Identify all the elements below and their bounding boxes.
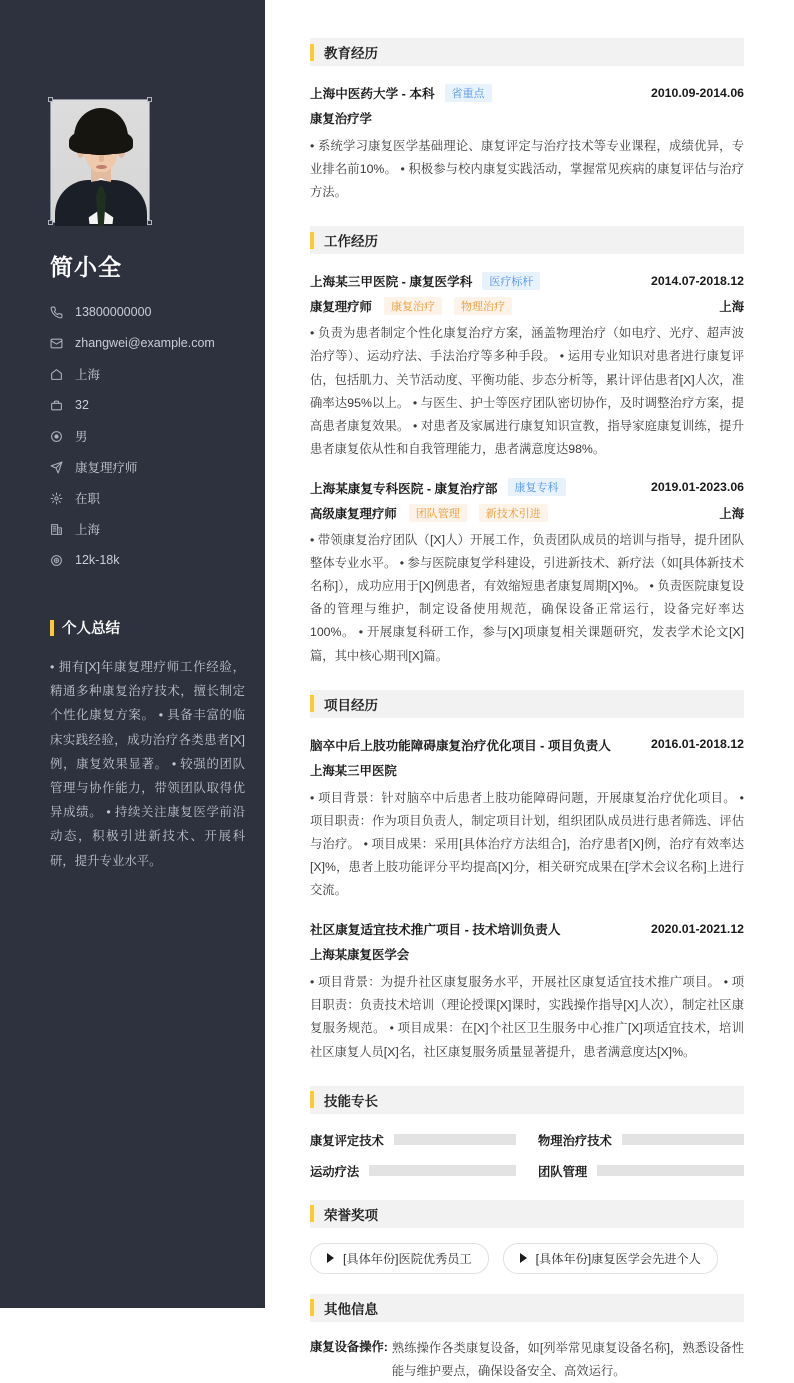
contact-item-age: [50, 392, 237, 418]
photo-handle-bottom-right: [147, 220, 152, 225]
skill-label: 康复评定技术: [310, 1133, 384, 1148]
honor-item[interactable]: [503, 1243, 718, 1274]
education-description: • 系统学习康复医学基础理论、康复评定与治疗技术等专业课程，成绩优异，专业排名前10%。 • 积极参与校内康复实践活动，掌握常见疾病的康复评估与治疗方法。: [310, 139, 744, 200]
photo-handle-top-right: [147, 97, 152, 102]
target-icon: [50, 554, 68, 567]
other-info-row: [310, 1337, 744, 1383]
avatar: [50, 99, 150, 223]
section-header-other: [310, 1294, 744, 1322]
project-name: 社区康复适宜技术推广项目 - 技术培训负责人: [310, 923, 561, 938]
skills-grid: [310, 1131, 744, 1180]
project-name: 脑卒中后上肢功能障碍康复治疗优化项目 - 项目负责人: [310, 738, 611, 753]
resume-content: [265, 0, 794, 1378]
honor-label: [具体年份]康复医学会先进个人: [535, 1251, 701, 1266]
envelope-icon: [50, 337, 68, 350]
section-header-honors: [310, 1200, 744, 1228]
skill-item: [310, 1131, 516, 1149]
work-skill-tag: 康复治疗: [384, 297, 442, 315]
accent-bar: [310, 1091, 314, 1108]
other-info-label: 康复设备操作:: [310, 1339, 388, 1354]
gear-icon: [50, 492, 68, 505]
contact-value-gender: 男: [75, 430, 88, 444]
work-tag: 医疗标杆: [482, 272, 540, 290]
contact-item-city: [50, 361, 237, 387]
phone-icon: [50, 306, 68, 319]
honors-list: [310, 1243, 744, 1274]
section-header-work: [310, 226, 744, 254]
project-org: 上海某康复医学会: [310, 948, 410, 963]
skill-label: 运动疗法: [310, 1164, 360, 1179]
section-header-projects: [310, 690, 744, 718]
section-title-honors: 荣誉奖项: [324, 1207, 378, 1223]
contact-item-position: [50, 454, 237, 480]
contact-item-gender: [50, 423, 237, 449]
project-entry: [310, 919, 744, 1063]
work-entry: [310, 478, 744, 668]
home-icon: [50, 368, 68, 381]
project-description: • 项目背景：为提升社区康复服务水平，开展社区康复适宜技术推广项目。 • 项目职责：负责技术培训（理论授课[X]课时，实践操作指导[X]人次），制定社区康复服务规范。 • 项目成果：在[X]个社区卫生服务中心推广[X]项适宜技术，培训社区康复人员[X]名，社区康复服务质量显著提升，患者满意度达[X]%。: [310, 975, 744, 1059]
education-date: 2010.09-2014.06: [651, 85, 744, 100]
building-icon: [50, 523, 68, 536]
skill-progress-track: [622, 1134, 744, 1145]
contact-item-salary: [50, 547, 237, 573]
contact-value-phone: 13800000000: [75, 305, 152, 319]
project-org: 上海某三甲医院: [310, 763, 397, 778]
contact-value-status: 在职: [75, 492, 101, 506]
profile-name: 简小全: [50, 254, 122, 280]
contact-item-email: [50, 330, 237, 356]
skill-label: 团队管理: [538, 1164, 588, 1179]
work-description: • 带领康复治疗团队（[X]人）开展工作，负责团队成员的培训与指导，提升团队整体专业水平。 • 参与医院康复学科建设，引进新技术、新疗法（如[具体新技术名称]），成功应用于[X]例患者，有效缩短患者康复周期[X]%。 • 负责医院康复设备的管理与维护，制定设备使用规范，确保设备正常运行，设备完好率达100%。 • 开展康复科研工作，参与[X]项康复相关课题研究，发表学术论文[X]篇，其中核心期刊[X]篇。: [310, 532, 744, 663]
sidebar: [0, 0, 265, 1308]
work-description: • 负责为患者制定个性化康复治疗方案，涵盖物理治疗（如电疗、光疗、超声波治疗等）、运动疗法、手法治疗等多种手段。 • 运用专业知识对患者进行康复评估，包括肌力、关节活动度、平衡功能、步态分析等，累计评估患者[X]人次，准确率达95%以上。 • 与医生、护士等医疗团队密切协作，及时调整治疗方案，提高患者康复效果。 • 对患者及家属进行康复知识宣教，指导家庭康复训练，提升患者康复依从性和自我管理能力，患者满意度达98%。: [310, 326, 744, 456]
contact-value-city: 上海: [75, 368, 101, 382]
work-skill-tag: 物理治疗: [454, 297, 512, 315]
contact-value-work-city: 上海: [75, 523, 101, 537]
summary-text: • 拥有[X]年康复理疗师工作经验，精通多种康复治疗技术，擅长制定个性化康复方案。 • 具备丰富的临床实践经验，成功治疗各类患者[X]例，康复效果显著。 • 较强的团队管理与协作能力，带领团队取得优异成绩。 • 持续关注康复医学前沿动态，积极引进新技术、开展科研，提升专业水平。: [50, 660, 245, 868]
contact-item-work-city: [50, 516, 237, 542]
section-header-education: [310, 38, 744, 66]
accent-bar: [310, 695, 314, 712]
summary-title-text: 个人总结: [62, 621, 120, 637]
contact-value-age: 32: [75, 398, 89, 412]
accent-bar: [310, 44, 314, 61]
work-skill-tag: 团队管理: [409, 504, 467, 522]
eye-icon: [50, 430, 68, 443]
accent-bar: [310, 1299, 314, 1316]
play-triangle-icon: [327, 1253, 334, 1263]
skill-progress-track: [369, 1165, 516, 1176]
section-header-skills: [310, 1086, 744, 1114]
project-entry: [310, 735, 744, 903]
work-role: 高级康复理疗师: [310, 506, 397, 521]
work-company: 上海某康复专科医院 - 康复治疗部: [310, 481, 498, 496]
honor-label: [具体年份]医院优秀员工: [343, 1251, 472, 1266]
skill-item: [310, 1162, 516, 1180]
accent-bar: [310, 232, 314, 249]
skill-item: [538, 1162, 744, 1180]
work-role: 康复理疗师: [310, 300, 372, 315]
education-major: 康复治疗学: [310, 112, 372, 126]
play-triangle-icon: [520, 1253, 527, 1263]
work-date: 2019.01-2023.06: [651, 480, 744, 495]
contact-item-phone: [50, 299, 237, 325]
accent-bar: [50, 620, 54, 636]
education-entry: [310, 83, 744, 204]
photo-handle-bottom-left: [48, 220, 53, 225]
section-title-education: 教育经历: [324, 46, 378, 61]
contact-item-status: [50, 485, 237, 511]
photo-handle-top-left: [48, 97, 53, 102]
education-tag: 省重点: [445, 84, 492, 102]
contact-value-email: zhangwei@example.com: [75, 336, 215, 350]
skill-progress-track: [394, 1134, 516, 1145]
profile-photo: [51, 100, 149, 222]
skill-item: [538, 1131, 744, 1149]
work-skill-tag: 新技术引进: [479, 504, 548, 522]
paper-plane-icon: [50, 461, 68, 474]
work-location: 上海: [719, 300, 744, 315]
work-tag: 康复专科: [508, 478, 566, 496]
summary-section-title: [50, 617, 237, 638]
contact-value-salary: 12k-18k: [75, 553, 120, 567]
work-entry: [310, 271, 744, 461]
skill-label: 物理治疗技术: [538, 1133, 612, 1148]
work-location: 上海: [719, 506, 744, 521]
section-title-other: 其他信息: [324, 1301, 378, 1317]
contact-list: [50, 299, 237, 573]
section-title-projects: 项目经历: [324, 697, 378, 713]
work-date: 2014.07-2018.12: [651, 273, 744, 288]
education-school: 上海中医药大学 - 本科: [310, 87, 435, 101]
contact-value-position: 康复理疗师: [75, 461, 138, 475]
section-title-work: 工作经历: [324, 234, 378, 250]
accent-bar: [310, 1205, 314, 1222]
work-company: 上海某三甲医院 - 康复医学科: [310, 275, 473, 290]
project-date: 2020.01-2021.12: [651, 921, 744, 936]
section-title-skills: 技能专长: [324, 1093, 378, 1109]
honor-item[interactable]: [310, 1243, 489, 1274]
project-date: 2016.01-2018.12: [651, 737, 744, 752]
other-info-value: 熟练操作各类康复设备，如[列举常见康复设备名称]，熟悉设备性能与维护要点，确保设备安全、高效运行。: [391, 1340, 744, 1378]
briefcase-icon: [50, 399, 68, 412]
project-description: • 项目背景：针对脑卒中后患者上肢功能障碍问题，开展康复治疗优化项目。 • 项目职责：作为项目负责人，制定项目计划，组织团队成员进行患者筛选、评估与治疗。 • 项目成果：采用[具体治疗方法组合]，治疗患者[X]例，治疗有效率达[X]%，患者上肢功能评分平均提高[X]分，相关研究成果在[学术会议名称]上进行交流。: [310, 790, 744, 898]
skill-progress-track: [597, 1165, 744, 1176]
